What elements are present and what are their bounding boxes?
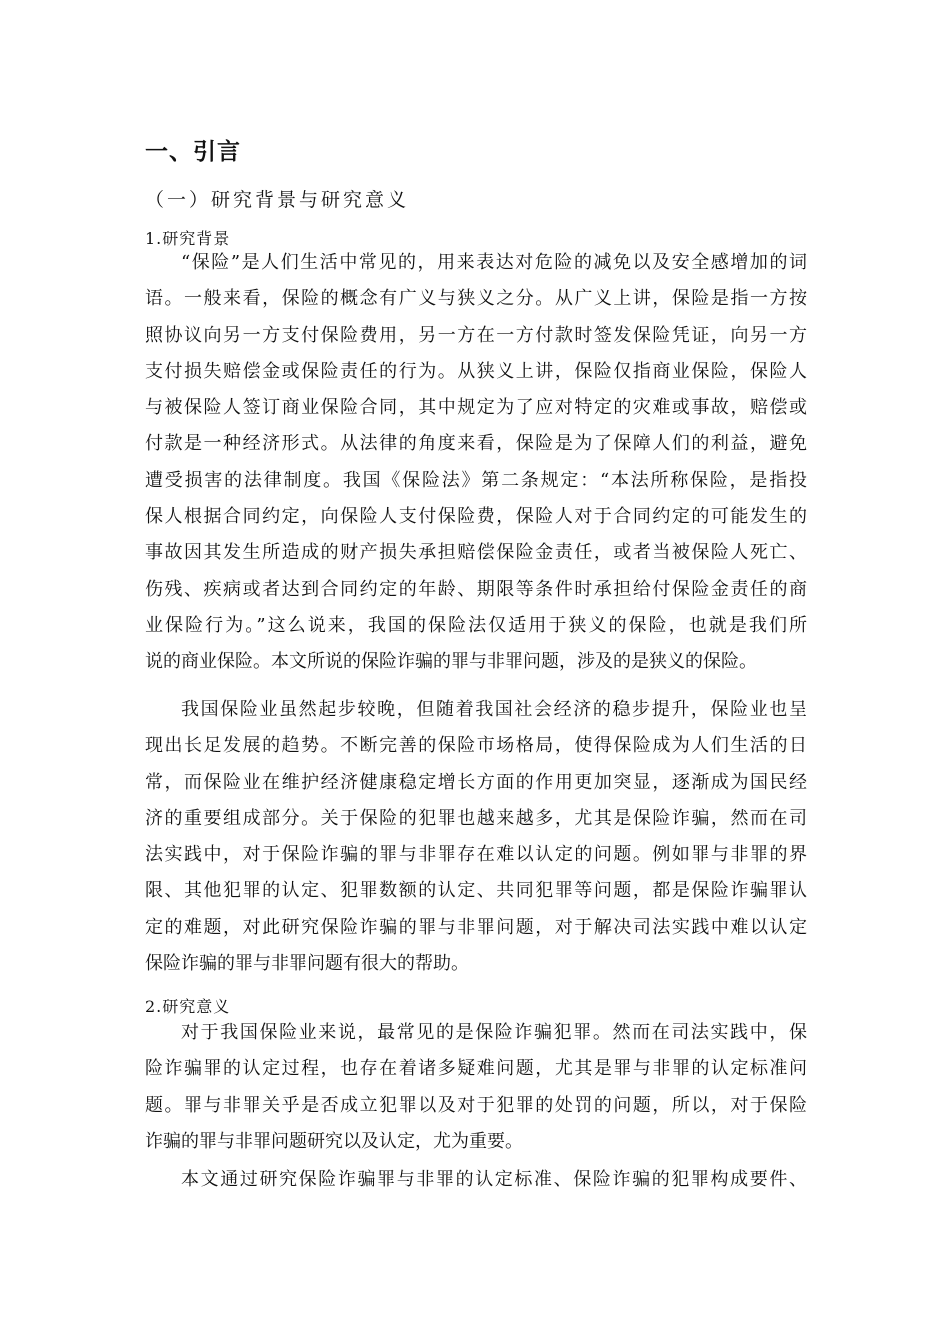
subsection-title-significance: 2.研究意义 [145, 997, 231, 1016]
text-line: 限、其他犯罪的认定、犯罪数额的认定、共同犯罪等问题，都是保险诈骗罪认 [145, 880, 807, 902]
text-line: 法实践中，对于保险诈骗的罪与非罪存在难以认定的问题。例如罪与非罪的界 [145, 844, 807, 866]
text-line: 支付损失赔偿金或保险责任的行为。从狭义上讲，保险仅指商业保险，保险人 [145, 360, 807, 382]
paragraph-background-1 [145, 245, 807, 681]
text-line: 事故因其发生所造成的财产损失承担赔偿保险金责任，或者当被保险人死亡、 [145, 542, 807, 564]
text-line: 照协议向另一方支付保险费用，另一方在一方付款时签发保险凭证，向另一方 [145, 324, 807, 346]
paragraph-background-2 [145, 692, 807, 982]
paragraph-significance-1 [145, 1015, 807, 1160]
text-line: 我国保险业虽然起步较晚，但随着我国社会经济的稳步提升，保险业也呈 [181, 699, 807, 720]
text-line: 诈骗的罪与非罪问题研究以及认定，尤为重要。 [145, 1130, 523, 1152]
paragraph-significance-2 [145, 1162, 807, 1198]
text-line: 济的重要组成部分。关于保险的犯罪也越来越多，尤其是保险诈骗，然而在司 [145, 807, 807, 829]
text-line: “保险”是人们生活中常见的，用来表达对危险的减免以及安全感增加的词 [181, 252, 807, 273]
text-line: 业保险行为。”这么说来，我国的保险法仅适用于狭义的保险，也就是我们所 [145, 614, 807, 636]
subsection-title-background: 1.研究背景 [145, 229, 231, 248]
text-line: 对于我国保险业来说，最常见的是保险诈骗犯罪。然而在司法实践中，保 [181, 1022, 807, 1043]
text-line: 定的难题，对此研究保险诈骗的罪与非罪问题，对于解决司法实践中难以认定 [145, 916, 807, 938]
text-line: 常，而保险业在维护经济健康稳定增长方面的作用更加突显，逐渐成为国民经 [145, 771, 807, 793]
text-line: 伤残、疾病或者达到合同约定的年龄、期限等条件时承担给付保险金责任的商 [145, 578, 807, 600]
text-line: 现出长足发展的趋势。不断完善的保险市场格局，使得保险成为人们生活的日 [145, 735, 807, 757]
text-line: 本文通过研究保险诈骗罪与非罪的认定标准、保险诈骗的犯罪构成要件、 [181, 1169, 807, 1190]
text-line: 保人根据合同约定，向保险人支付保险费，保险人对于合同约定的可能发生的 [145, 506, 807, 528]
text-line: 付款是一种经济形式。从法律的角度来看，保险是为了保障人们的利益，避免 [145, 433, 807, 455]
chapter-heading: 一、引言 [145, 139, 241, 165]
text-line: 与被保险人签订商业保险合同，其中规定为了应对特定的灾难或事故，赔偿或 [145, 397, 807, 419]
text-line: 语。一般来看，保险的概念有广义与狭义之分。从广义上讲，保险是指一方按 [145, 288, 807, 310]
text-line: 题。罪与非罪关乎是否成立犯罪以及对于犯罪的处罚的问题，所以，对于保险 [145, 1094, 807, 1116]
text-line: 遭受损害的法律制度。我国《保险法》第二条规定：“本法所称保险，是指投 [145, 469, 807, 491]
text-line: 险诈骗罪的认定过程，也存在着诸多疑难问题，尤其是罪与非罪的认定标准问 [145, 1058, 807, 1080]
text-line: 说的商业保险。本文所说的保险诈骗的罪与非罪问题，涉及的是狭义的保险。 [145, 651, 757, 673]
section-heading: （一）研究背景与研究意义 [145, 189, 410, 211]
text-line: 保险诈骗的罪与非罪问题有很大的帮助。 [145, 953, 469, 975]
